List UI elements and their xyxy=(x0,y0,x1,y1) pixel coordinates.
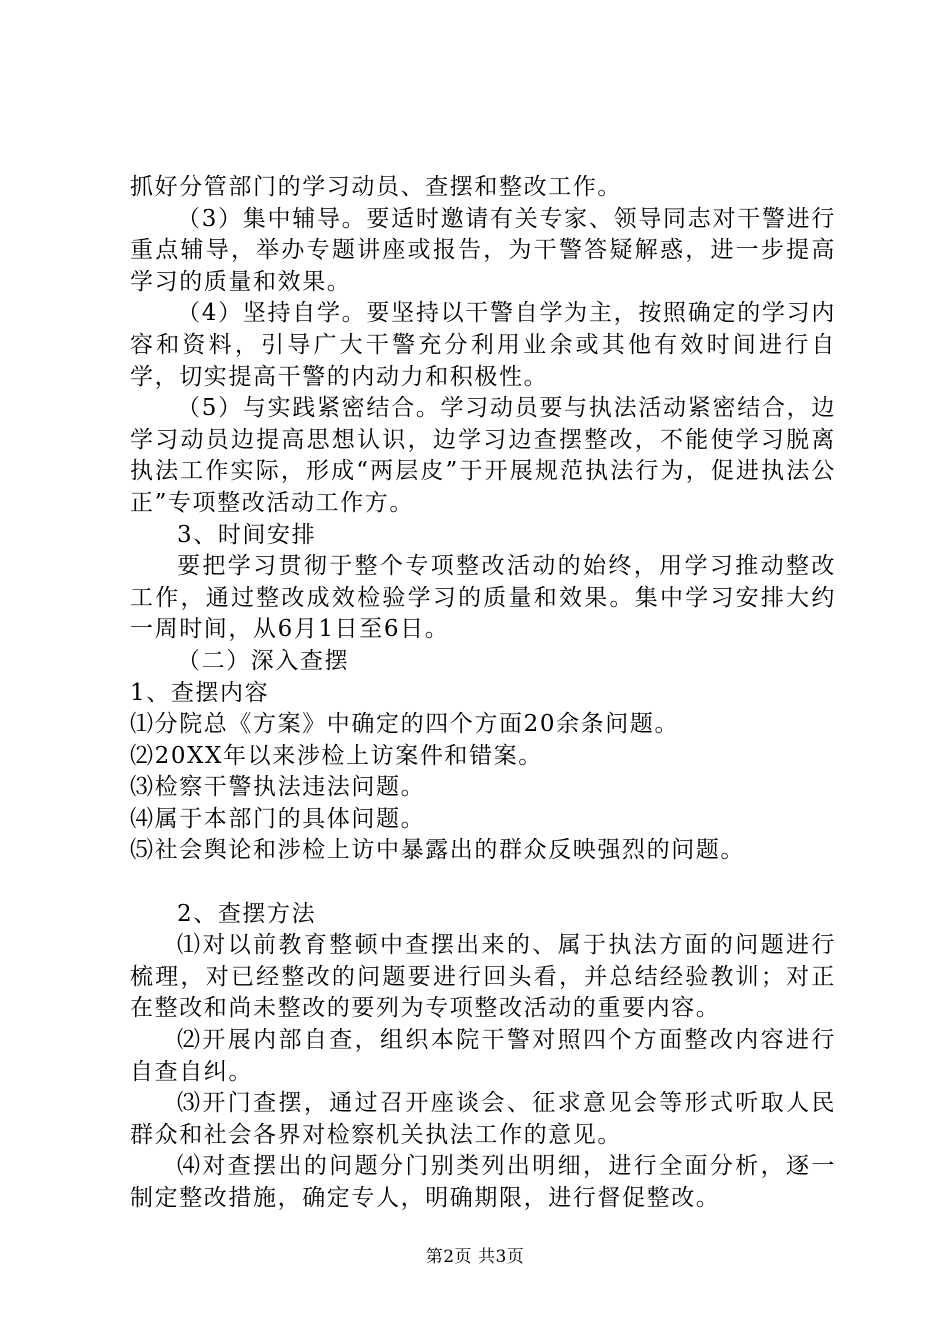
blank-line xyxy=(130,867,836,899)
paragraph: （4）坚持自学。要坚持以干警自学为主，按照确定的学习内容和资料，引导广大干警充分利用业余或其他有效时间进行自学，切实提高干警的内动力和积极性。 xyxy=(130,300,836,390)
document-body xyxy=(130,172,836,1215)
list-item: ⑶检察干警执法违法问题。 xyxy=(130,774,426,801)
paragraph: 要把学习贯彻于整个专项整改活动的始终，用学习推动整改工作，通过整改成效检验学习的质量和效果。集中学习安排大约一周时间，从6月1日至6日。 xyxy=(130,553,836,643)
page-footer: 第2页 共3页 xyxy=(425,1247,525,1267)
list-item: ⑵开展内部自查，组织本院干警对照四个方面整改内容进行自查自纠。 xyxy=(130,1027,836,1085)
list-item: ⑷属于本部门的具体问题。 xyxy=(130,805,426,832)
paragraph: （5）与实践紧密结合。学习动员要与执法活动紧密结合，边学习动员边提高思想认识，边学习边查摆整改，不能使学习脱离执法工作实际，形成“两层皮”于开展规范执法行为，促进执法公正”专项整改活动工作方。 xyxy=(130,395,836,516)
list-item: ⑶开门查摆，通过召开座谈会、征求意见会等形式听取人民群众和社会各界对检察机关执法工作的意见。 xyxy=(130,1090,836,1148)
section-heading: 3、时间安排 xyxy=(177,521,317,548)
paragraph: （3）集中辅导。要适时邀请有关专家、领导同志对干警进行重点辅导，举办专题讲座或报告，为干警答疑解惑，进一步提高学习的质量和效果。 xyxy=(130,205,836,295)
section-heading: 1、查摆内容 xyxy=(130,679,270,706)
list-item: ⑷对查摆出的问题分门别类列出明细，进行全面分析，逐一制定整改措施，确定专人，明确期限，进行督促整改。 xyxy=(130,1153,836,1211)
list-item: ⑸社会舆论和涉检上访中暴露出的群众反映强烈的问题。 xyxy=(130,837,745,864)
list-item: ⑴对以前教育整顿中查摆出来的、属于执法方面的问题进行梳理，对已经整改的问题要进行回头看，并总结经验教训；对正在整改和尚未整改的要列为专项整改活动的重要内容。 xyxy=(130,932,836,1022)
paragraph: 抓好分管部门的学习动员、查摆和整改工作。 xyxy=(130,174,622,200)
list-item: ⑵20XX年以来涉检上访案件和错案。 xyxy=(130,742,543,769)
section-heading: 2、查摆方法 xyxy=(177,900,317,927)
section-heading: （二）深入查摆 xyxy=(177,647,350,674)
list-item: ⑴分院总《方案》中确定的四个方面20余条问题。 xyxy=(130,711,680,738)
